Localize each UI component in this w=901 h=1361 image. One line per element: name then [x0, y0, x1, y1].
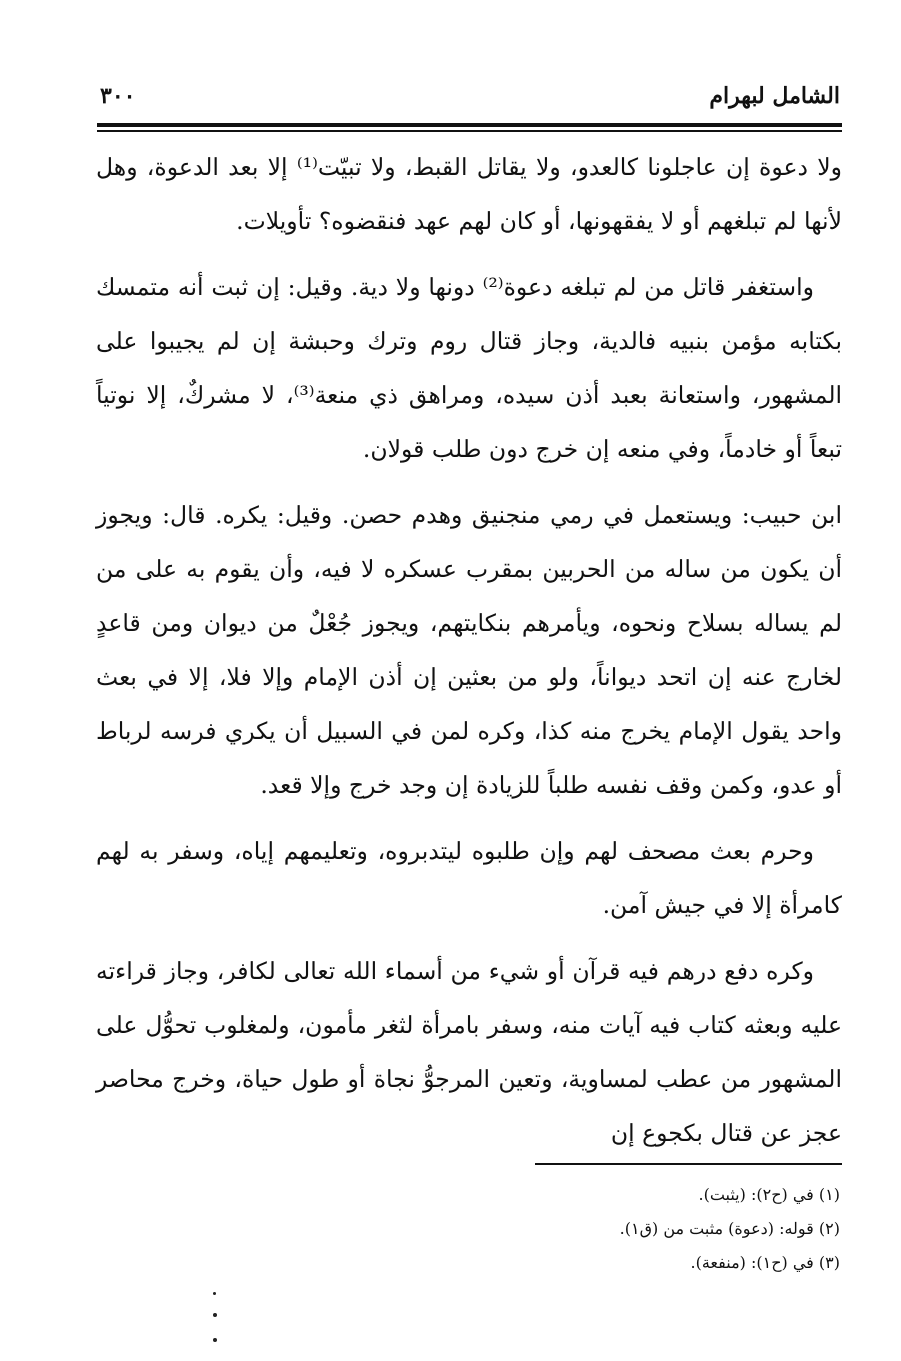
paragraph: واستغفر قاتل من لم تبلغه دعوة⁽²⁾ دونها ولا دية. وقيل: إن ثبت أنه متمسك بكتابه مؤمن بنبيه فالدية، وجاز قتال روم وترك وحبشة إن لم يجيبوا على المشهور، واستعانة بعبد أذن سيده، ومراهق ذي منعة⁽³⁾، لا مشركٌ، إلا نوتياً تبعاً أو خادماً، وفي منعه إن خرج دون طلب قولان.	[96, 273, 843, 463]
paragraph: وحرم بعث مصحف لهم وإن طلبوه ليتدبروه، وتعليمهم إياه، وسفر به لهم كامرأة إلا في جيش آمن.	[96, 837, 842, 919]
footnote-1: (١) في (ح٢): (يثبت).	[698, 1185, 840, 1204]
running-head	[100, 78, 840, 114]
header-rule-thin	[97, 130, 842, 132]
scan-speck	[213, 1313, 217, 1317]
paragraph: ابن حبيب: ويستعمل في رمي منجنيق وهدم حصن. وقيل: يكره. قال: ويجوز أن يكون من ساله من الحربين بمقرب عسكره لا فيه، وأن يقوم به على من لم يساله بسلاح ونحوه، ويأمرهم بنكايتهم، ويجوز جُعْلٌ من ديوان ومن قاعدٍ لخارج عنه إن اتحد ديواناً، ولو من بعثين إن أذن الإمام وإلا فلا، إلا في بعث واحد يقول الإمام يخرج منه كذا، وكره لمن في السبيل أن يكري فرسه لرباط أو عدو، وكمن وقف نفسه طلباً للزيادة إن وجد خرج وإلا قعد.	[96, 501, 842, 799]
footnote-3: (٣) في (ح١): (منفعة).	[690, 1253, 840, 1272]
footnote-2: (٢) قوله: (دعوة) مثبت من (ق١).	[619, 1219, 840, 1238]
scan-speck	[213, 1338, 217, 1342]
header-rule-thick	[97, 123, 842, 127]
main-text	[96, 140, 842, 1172]
scan-speck	[213, 1292, 216, 1295]
paragraph: ولا دعوة إن عاجلونا كالعدو، ولا يقاتل القبط، ولا تبيّت⁽¹⁾ إلا بعد الدعوة، وهل لأنها لم تبلغهم أو لا يفقهونها، أو كان لهم عهد فنقضوه؟ تأويلات.	[96, 153, 842, 235]
footnotes	[450, 1178, 840, 1280]
footnote-rule	[535, 1163, 842, 1165]
paragraph: وكره دفع درهم فيه قرآن أو شيء من أسماء الله تعالى لكافر، وجاز قراءته عليه وبعثه كتاب فيه آيات منه، وسفر بامرأة لثغر مأمون، ولمغلوب تحوُّل على المشهور من عطب لمساوية، وتعين المرجوُّ نجاة أو طول حياة، وخرج محاصر عجز عن قتال بكجوع إن	[96, 957, 842, 1147]
running-title: الشامل لبهرام	[709, 83, 840, 109]
page-number: ٣٠٠	[100, 83, 136, 109]
